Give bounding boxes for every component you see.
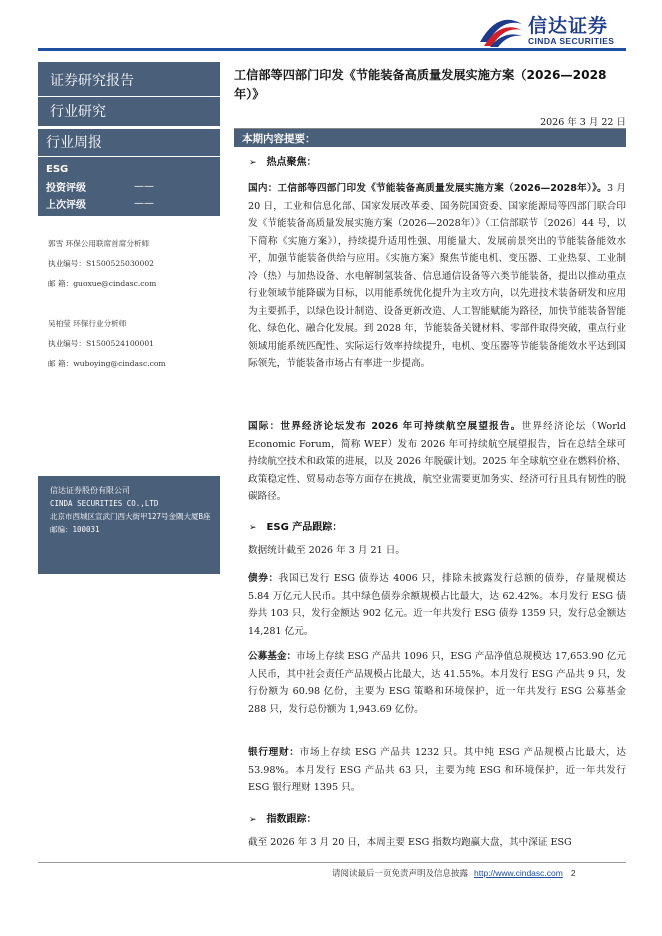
- analyst-1: [48, 234, 156, 294]
- paragraph-body: 3 月 20 日，工业和信息化部、国家发展改革委、国务院国资委、国家能源局等四部门联合印发《节能装备高质量发展实施方案（2026—2028年）》（工信部联节〔2026〕44 号，以下简称《实施方案》），持续提升适用性强、用能量大、发展前景突出的节能装备能效水平，加强节能装备供给与应用。《实施方案》聚焦节能电机、变压器、工业热泵、工业制冷（热）与加热设备、水电解制氢装备、信息通信设备等六类节能装备，提出以推动重点行业领域节能降碳为目标，以用能系统优化提升为主攻方向，以先进技术装备研发和应用为主要抓手，以绿色设计制造、设备更新改造、人工智能赋能为路径，加快节能装备智能化、绿色化、融合化发展。到 2028 年，节能装备关键材料、零部件取得突破，重点行业领域用能系统匹配性、实际运行效率持续提升，电机、变压器等节能装备能效水平达到国际领先，节能装备市场占有率进一步提高。: [248, 183, 626, 369]
- rating-value: ——: [134, 181, 154, 192]
- paragraph-lead: 公募基金：: [248, 651, 297, 662]
- paragraph-body: 市场上存续 ESG 产品共 1232 只。其中纯 ESG 产品规模占比最大，达 53.98%。本月发行 ESG 产品共 63 只，主要为纯 ESG 和环境保护，近一年共发行 ESG 银行理财 1395 只。: [248, 747, 626, 793]
- company-address: 北京市西城区宣武门西大街甲127号金隅大厦B座: [50, 512, 211, 521]
- report-type-label: 证券研究报告: [38, 62, 220, 96]
- subcategory-label: 行业周报: [38, 128, 220, 156]
- bullet-esg-products: [249, 518, 342, 533]
- paragraph-lead: 债券：: [248, 573, 279, 584]
- paragraph-lead: 国内：工信部等四部门印发《节能装备高质量发展实施方案（2026—2028年）》。: [248, 183, 607, 194]
- paragraph-body: 截至 2026 年 3 月 20 日，本周主要 ESG 指数均跑赢大盘，其中深证 ESG: [248, 837, 572, 848]
- company-postcode: 邮编：100031: [50, 525, 100, 534]
- company-name: 信达证券股份有限公司: [50, 486, 130, 495]
- bullet-index-tracking: [249, 810, 317, 825]
- paragraph-index: [248, 834, 626, 852]
- analyst-license: 执业编号：S1500524100001: [48, 339, 154, 348]
- esg-label: ESG: [46, 164, 69, 175]
- paragraph-body: 我国已发行 ESG 债券达 4006 只，排除未披露发行总额的债券，存量规模达 5.84 万亿元人民币。其中绿色债券余额规模占比最大，达 62.42%。本月发行 ESG 债券共 103 只，发行金额达 902 亿元。近一年共发行 ESG 债券 1359 只，发行总金额达 14,281 亿元。: [248, 573, 627, 637]
- bullet-label: ESG 产品跟踪：: [266, 522, 343, 533]
- cinda-logo: [478, 10, 648, 52]
- paragraph-stats-date: [248, 542, 626, 560]
- paragraph-lead: 国际：世界经济论坛发布 2026 年可持续航空展望报告。: [248, 421, 522, 432]
- summary-header: 本期内容提要：: [234, 129, 626, 147]
- logo-en-text: CINDA SECURITIES: [528, 36, 615, 46]
- arrow-icon: ➢: [249, 815, 257, 825]
- logo-cn-text: 信达证券: [528, 15, 609, 37]
- paragraph-body: 市场上存续 ESG 产品共 1096 只，ESG 产品净值总规模达 17,653.90 亿元人民币，其中社会责任产品规模占比最大，达 41.55%。本月发行 ESG 产品共 9 只，发行份额为 60.98 亿份，主要为 ESG 策略和环境保护，近一年共发行 ESG 公募基金 288 只，发行总份额为 1,943.69 亿份。: [248, 651, 627, 715]
- paragraph-international: [248, 418, 626, 506]
- bullet-label: 热点聚焦：: [266, 157, 317, 168]
- footer-divider: [38, 862, 626, 863]
- rating-label: 投资评级: [46, 183, 86, 194]
- arrow-icon: ➢: [249, 523, 257, 533]
- paragraph-bonds: [248, 570, 626, 640]
- paragraph-funds: [248, 648, 626, 718]
- category-label: 行业研究: [38, 96, 220, 126]
- footer: [332, 867, 576, 879]
- bullet-label: 指数跟踪：: [266, 814, 317, 825]
- page-number: 2: [570, 868, 576, 878]
- analyst-2: [48, 314, 166, 374]
- prev-rating-label: 上次评级: [46, 200, 86, 211]
- paragraph-bank-wealth: [248, 744, 626, 797]
- rating-box: [38, 156, 220, 216]
- footer-url-link[interactable]: http://www.cindasc.com: [474, 868, 563, 878]
- top-divider: [38, 48, 626, 51]
- bullet-hot-topics: [249, 153, 317, 168]
- prev-rating-value: ——: [134, 198, 154, 209]
- analyst-email[interactable]: 邮 箱：guoxue@cindasc.com: [48, 279, 157, 288]
- cinda-logo-icon: [478, 12, 524, 48]
- paragraph-body: 数据统计截至 2026 年 3 月 21 日。: [248, 545, 405, 556]
- report-title: 工信部等四部门印发《节能装备高质量发展实施方案（2026—2028年）》: [234, 68, 607, 101]
- company-info: [38, 476, 220, 574]
- report-date: 2026 年 3 月 22 日: [540, 117, 626, 128]
- paragraph-domestic: [248, 180, 626, 373]
- paragraph-lead: 银行理财：: [248, 747, 300, 758]
- paragraph-body: 世界经济论坛（World Economic Forum，简称 WEF）发布 2026 年可持续航空展望报告，旨在总结全球可持续航空技术和政策的进展，以及 2026 年脱碳计划。2025 年全球航空业在燃料价格、政策稳定性、贸易动态等方面存在挑战，航空业需要更加务实、经济可行且具有韧性的脱碳路径。: [248, 421, 626, 502]
- analyst-email[interactable]: 邮 箱：wuboying@cindasc.com: [48, 359, 166, 368]
- footer-disclaimer: 请阅读最后一页免责声明及信息披露: [332, 869, 469, 879]
- analyst-name: 吴柏莹 环保行业分析师: [48, 319, 127, 328]
- analyst-name: 郭雪 环保公用联席首席分析师: [48, 239, 150, 248]
- analyst-license: 执业编号：S1500525030002: [48, 259, 154, 268]
- company-name-en: CINDA SECURITIES CO.,LTD: [50, 499, 159, 508]
- arrow-icon: ➢: [249, 158, 257, 168]
